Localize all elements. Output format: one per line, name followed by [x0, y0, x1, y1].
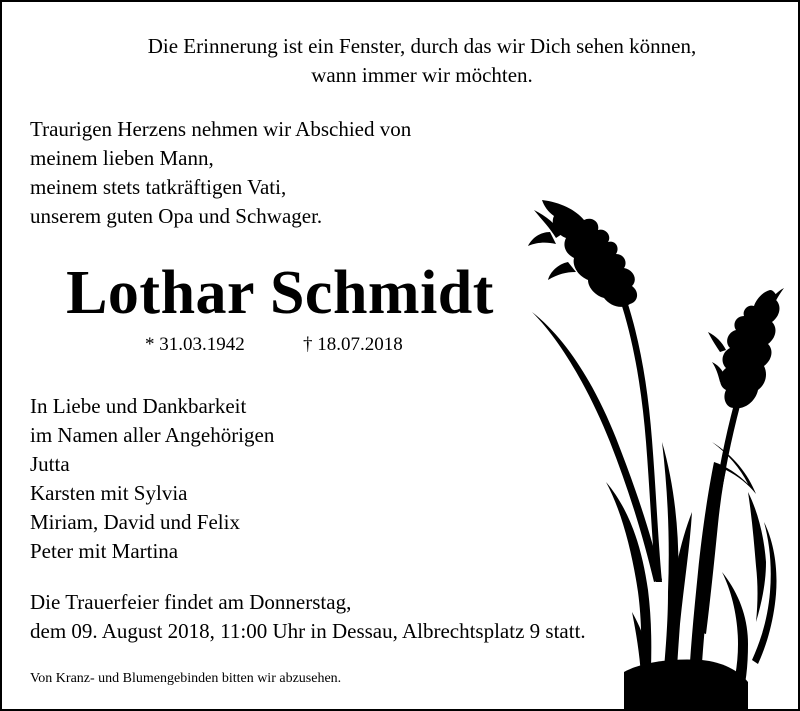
mourner-line: Jutta — [30, 452, 70, 476]
birth-date: * 31.03.1942 — [145, 334, 245, 355]
memorial-quote — [82, 32, 762, 90]
mourner-line: In Liebe und Dankbarkeit — [30, 394, 247, 418]
quote-line: wann immer wir möchten. — [311, 63, 533, 87]
intro-line: meinem stets tatkräftigen Vati, — [30, 175, 287, 199]
mourner-line: Miriam, David und Felix — [30, 510, 240, 534]
quote-line: Die Erinnerung ist ein Fenster, durch das wir Dich sehen können, — [147, 34, 697, 58]
mourner-line: Karsten mit Sylvia — [30, 481, 188, 505]
mourners-list — [30, 392, 274, 566]
death-date: † 18.07.2018 — [303, 334, 403, 355]
intro-line: Traurigen Herzens nehmen wir Abschied von — [30, 117, 412, 141]
funeral-line: dem 09. August 2018, 11:00 Uhr in Dessau, Albrechtsplatz 9 statt. — [30, 619, 586, 643]
intro-line: meinem lieben Mann, — [30, 146, 214, 170]
mourner-line: im Namen aller Angehörigen — [30, 423, 275, 447]
funeral-info — [30, 588, 586, 646]
funeral-line: Die Trauerfeier findet am Donnerstag, — [30, 590, 352, 614]
grass-silhouette-icon — [512, 192, 800, 711]
flower-note: Von Kranz- und Blumengebinden bitten wir abzusehen. — [30, 671, 342, 686]
mourner-line: Peter mit Martina — [30, 539, 179, 563]
intro-text — [30, 115, 411, 231]
intro-line: unserem guten Opa und Schwager. — [30, 204, 323, 228]
deceased-name: Lothar Schmidt — [66, 259, 494, 327]
